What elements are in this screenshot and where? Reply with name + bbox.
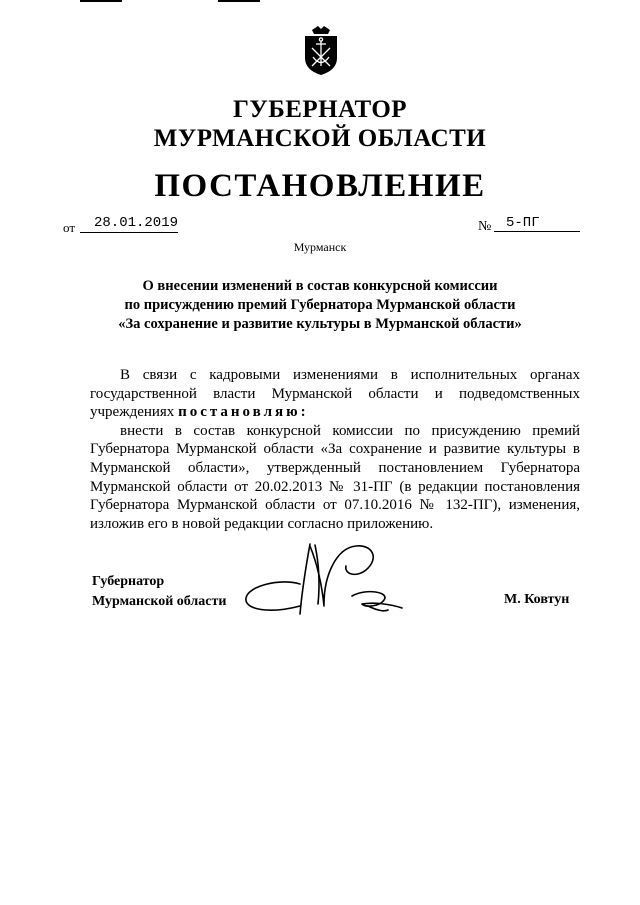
subject-line2: по присуждению премий Губернатора Мурманской области [124, 297, 516, 313]
signatory-position-line1: Губернатор [92, 574, 165, 589]
scan-artifact-left [80, 0, 122, 2]
subject-line3: «За сохранение и развитие культуры в Мурманской области» [118, 316, 522, 332]
signatory-position [92, 572, 226, 611]
signatory-position-line2: Мурманской области [92, 593, 227, 609]
document-subject [60, 277, 580, 334]
decree-word: постановляю: [178, 404, 309, 421]
document-number: 5-ПГ [494, 214, 580, 232]
handwritten-signature [240, 536, 420, 626]
subject-line1: О внесении изменений в состав конкурсной комиссии [142, 278, 498, 294]
document-type: ПОСТАНОВЛЕНИЕ [154, 168, 486, 204]
body-paragraph-1-text: В связи с кадровыми изменениями в исполнительных органах государственной власти Мурманской области и подведомственных учреждениях [90, 367, 580, 421]
governor-title-line1: ГУБЕРНАТОР [232, 96, 408, 123]
governor-title-line2: МУРМАНСКОЙ ОБЛАСТИ [153, 125, 487, 152]
governor-title [0, 95, 640, 153]
number-label: № [478, 219, 492, 234]
body-paragraph-2: внести в состав конкурсной комиссии по присуждению премий Губернатора Мурманской области «За сохранение и развитие культуры в Мурманской области», утвержденный постановлением Губернатора Мурманской области от 20.02.2013 № 31-ПГ (в редакции постановления Губернатора Мурманской области от 07.10.2016 № 132-ПГ), изменения, изложив его в новой редакции согласно приложению. [90, 422, 580, 532]
city-name: Мурманск [293, 240, 347, 254]
signatory-name: М. Ковтун [504, 592, 570, 607]
date-label: от [63, 220, 76, 235]
document-body [90, 366, 580, 533]
coat-of-arms-emblem [304, 24, 338, 76]
scan-artifact-right [218, 0, 260, 2]
document-date: 28.01.2019 [80, 214, 178, 233]
body-paragraph-1 [90, 366, 580, 422]
